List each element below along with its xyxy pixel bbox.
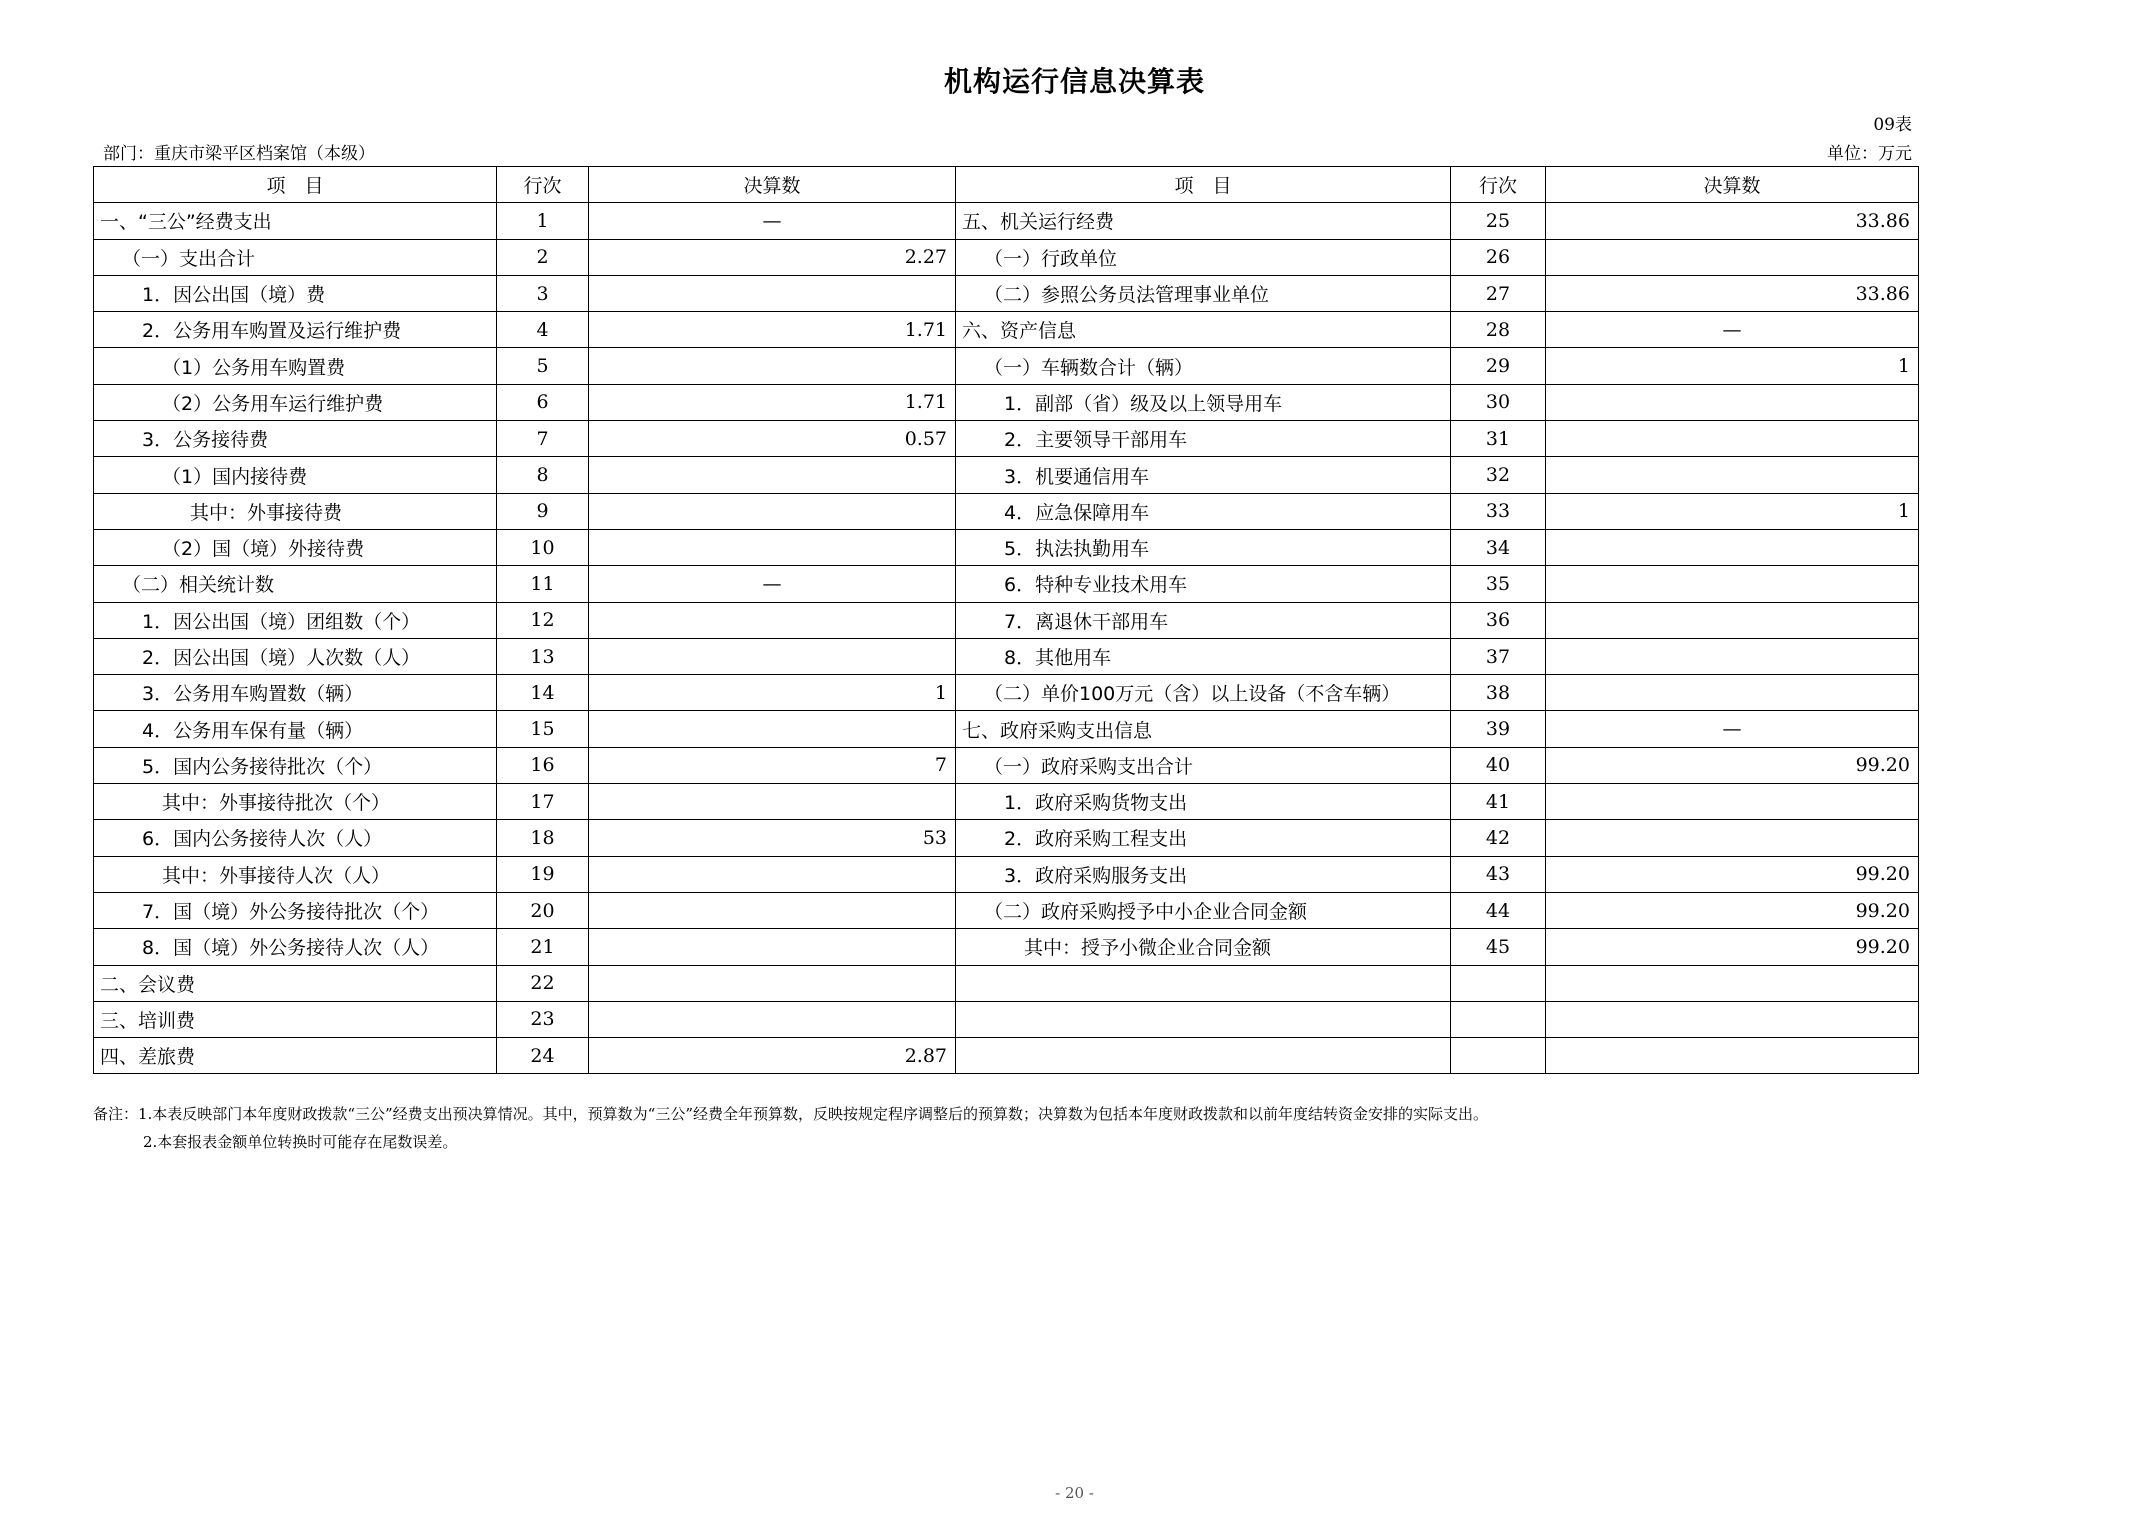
left-amount-cell <box>589 348 956 384</box>
left-item-cell: 4．公务用车保有量（辆） <box>94 711 497 747</box>
right-row-number-cell <box>1451 1038 1546 1074</box>
left-row-number-cell: 22 <box>497 965 589 1001</box>
right-amount-cell: 1 <box>1546 493 1919 529</box>
right-item-cell: 5．执法执勤用车 <box>956 529 1451 565</box>
right-item-cell: 7．离退休干部用车 <box>956 602 1451 638</box>
left-amount-cell: 1.71 <box>589 312 956 348</box>
left-item-cell: 其中：外事接待人次（人） <box>94 856 497 892</box>
table-row <box>94 348 1919 384</box>
left-row-number-cell: 12 <box>497 602 589 638</box>
right-row-number-cell: 38 <box>1451 675 1546 711</box>
left-amount-cell: 2.87 <box>589 1038 956 1074</box>
right-item-cell: （二）参照公务员法管理事业单位 <box>956 275 1451 311</box>
right-item-cell: 五、机关运行经费 <box>956 203 1451 239</box>
right-amount-cell <box>1546 457 1919 493</box>
right-row-number-cell <box>1451 1001 1546 1037</box>
right-row-number-cell: 43 <box>1451 856 1546 892</box>
table-row <box>94 747 1919 783</box>
left-item-cell: （1）国内接待费 <box>94 457 497 493</box>
right-amount-cell <box>1546 529 1919 565</box>
right-row-number-cell: 45 <box>1451 929 1546 965</box>
right-row-number-cell: 29 <box>1451 348 1546 384</box>
left-item-cell: 3．公务接待费 <box>94 421 497 457</box>
left-item-cell: 3．公务用车购置数（辆） <box>94 675 497 711</box>
table-row <box>94 675 1919 711</box>
right-row-number-cell: 41 <box>1451 784 1546 820</box>
right-row-number-cell: 37 <box>1451 638 1546 674</box>
left-row-number-cell: 16 <box>497 747 589 783</box>
left-row-number-cell: 10 <box>497 529 589 565</box>
page-title: 机构运行信息决算表 <box>943 65 1205 98</box>
header-amount-left: 决算数 <box>589 167 956 203</box>
right-item-cell: （一）行政单位 <box>956 239 1451 275</box>
right-row-number-cell: 33 <box>1451 493 1546 529</box>
right-amount-cell: — <box>1546 312 1919 348</box>
left-item-cell: 1．因公出国（境）团组数（个） <box>94 602 497 638</box>
left-amount-cell <box>589 493 956 529</box>
left-item-cell: 5．国内公务接待批次（个） <box>94 747 497 783</box>
left-item-cell: （2）公务用车运行维护费 <box>94 384 497 420</box>
right-row-number-cell: 40 <box>1451 747 1546 783</box>
left-row-number-cell: 11 <box>497 566 589 602</box>
left-item-cell: 7．国（境）外公务接待批次（个） <box>94 892 497 928</box>
right-row-number-cell: 36 <box>1451 602 1546 638</box>
right-item-cell <box>956 1038 1451 1074</box>
right-row-number-cell: 25 <box>1451 203 1546 239</box>
left-amount-cell: 1.71 <box>589 384 956 420</box>
left-row-number-cell: 4 <box>497 312 589 348</box>
left-amount-cell <box>589 602 956 638</box>
note-1: 备注：1.本表反映部门本年度财政拨款“三公”经费支出预决算情况。其中，预算数为“三公”经费全年预算数，反映按规定程序调整后的预算数；决算数为包括本年度财政拨款和以前年度结转资金安排的实际支出。 <box>93 1105 1488 1123</box>
settlement-table <box>93 166 1919 1074</box>
right-item-cell: （一）政府采购支出合计 <box>956 747 1451 783</box>
right-amount-cell: 33.86 <box>1546 275 1919 311</box>
right-row-number-cell <box>1451 965 1546 1001</box>
table-row <box>94 493 1919 529</box>
left-row-number-cell: 13 <box>497 638 589 674</box>
left-amount-cell: 1 <box>589 675 956 711</box>
right-item-cell: 3．机要通信用车 <box>956 457 1451 493</box>
table-header-row <box>94 167 1919 203</box>
table-row <box>94 1001 1919 1037</box>
table-row <box>94 820 1919 856</box>
table-row <box>94 203 1919 239</box>
right-item-cell: 3．政府采购服务支出 <box>956 856 1451 892</box>
right-row-number-cell: 44 <box>1451 892 1546 928</box>
right-row-number-cell: 31 <box>1451 421 1546 457</box>
right-item-cell: （二）政府采购授予中小企业合同金额 <box>956 892 1451 928</box>
right-row-number-cell: 32 <box>1451 457 1546 493</box>
right-amount-cell <box>1546 784 1919 820</box>
left-amount-cell <box>589 1001 956 1037</box>
left-row-number-cell: 1 <box>497 203 589 239</box>
left-row-number-cell: 6 <box>497 384 589 420</box>
table-row <box>94 384 1919 420</box>
left-row-number-cell: 14 <box>497 675 589 711</box>
left-amount-cell <box>589 892 956 928</box>
table-row <box>94 965 1919 1001</box>
right-amount-cell <box>1546 675 1919 711</box>
left-item-cell: （一）支出合计 <box>94 239 497 275</box>
left-amount-cell <box>589 965 956 1001</box>
left-item-cell: 8．国（境）外公务接待人次（人） <box>94 929 497 965</box>
left-amount-cell <box>589 929 956 965</box>
left-item-cell: （1）公务用车购置费 <box>94 348 497 384</box>
left-row-number-cell: 5 <box>497 348 589 384</box>
left-item-cell: 2．公务用车购置及运行维护费 <box>94 312 497 348</box>
left-item-cell: （2）国（境）外接待费 <box>94 529 497 565</box>
left-item-cell: （二）相关统计数 <box>94 566 497 602</box>
left-amount-cell: 53 <box>589 820 956 856</box>
right-amount-cell <box>1546 820 1919 856</box>
right-item-cell: 2．政府采购工程支出 <box>956 820 1451 856</box>
left-amount-cell: — <box>589 203 956 239</box>
unit-label: 单位：万元 <box>1827 144 1912 164</box>
right-item-cell: 1．副部（省）级及以上领导用车 <box>956 384 1451 420</box>
right-amount-cell: 99.20 <box>1546 892 1919 928</box>
right-amount-cell: — <box>1546 711 1919 747</box>
right-amount-cell <box>1546 602 1919 638</box>
table-number: 09表 <box>1873 115 1912 135</box>
header-item-left: 项 目 <box>94 167 497 203</box>
right-item-cell: 六、资产信息 <box>956 312 1451 348</box>
table-row <box>94 421 1919 457</box>
left-row-number-cell: 15 <box>497 711 589 747</box>
left-amount-cell <box>589 275 956 311</box>
left-amount-cell: 2.27 <box>589 239 956 275</box>
left-row-number-cell: 19 <box>497 856 589 892</box>
right-row-number-cell: 35 <box>1451 566 1546 602</box>
left-amount-cell: — <box>589 566 956 602</box>
right-amount-cell <box>1546 239 1919 275</box>
right-amount-cell <box>1546 384 1919 420</box>
right-amount-cell: 99.20 <box>1546 929 1919 965</box>
left-item-cell: 二、会议费 <box>94 965 497 1001</box>
table-row <box>94 784 1919 820</box>
page-number: - 20 - <box>1055 1484 1094 1502</box>
header-item-right: 项 目 <box>956 167 1451 203</box>
left-amount-cell <box>589 457 956 493</box>
right-item-cell <box>956 965 1451 1001</box>
table-row <box>94 275 1919 311</box>
left-item-cell: 三、培训费 <box>94 1001 497 1037</box>
table-row <box>94 1038 1919 1074</box>
right-row-number-cell: 34 <box>1451 529 1546 565</box>
right-amount-cell <box>1546 965 1919 1001</box>
right-item-cell: 其中：授予小微企业合同金额 <box>956 929 1451 965</box>
right-row-number-cell: 39 <box>1451 711 1546 747</box>
header-amount-right: 决算数 <box>1546 167 1919 203</box>
left-amount-cell <box>589 638 956 674</box>
right-item-cell: （一）车辆数合计（辆） <box>956 348 1451 384</box>
right-row-number-cell: 28 <box>1451 312 1546 348</box>
table-row <box>94 602 1919 638</box>
note-2: 2.本套报表金额单位转换时可能存在尾数误差。 <box>143 1133 458 1151</box>
left-row-number-cell: 20 <box>497 892 589 928</box>
left-amount-cell: 0.57 <box>589 421 956 457</box>
right-row-number-cell: 26 <box>1451 239 1546 275</box>
left-row-number-cell: 23 <box>497 1001 589 1037</box>
right-item-cell: 8．其他用车 <box>956 638 1451 674</box>
table-row <box>94 457 1919 493</box>
right-amount-cell <box>1546 1038 1919 1074</box>
right-amount-cell <box>1546 566 1919 602</box>
right-row-number-cell: 30 <box>1451 384 1546 420</box>
right-amount-cell <box>1546 421 1919 457</box>
table-row <box>94 892 1919 928</box>
table-row <box>94 929 1919 965</box>
left-amount-cell <box>589 529 956 565</box>
right-amount-cell <box>1546 638 1919 674</box>
right-amount-cell: 33.86 <box>1546 203 1919 239</box>
header-row-left: 行次 <box>497 167 589 203</box>
right-row-number-cell: 27 <box>1451 275 1546 311</box>
right-amount-cell <box>1546 1001 1919 1037</box>
left-row-number-cell: 9 <box>497 493 589 529</box>
table-row <box>94 239 1919 275</box>
left-amount-cell: 7 <box>589 747 956 783</box>
left-amount-cell <box>589 856 956 892</box>
left-row-number-cell: 17 <box>497 784 589 820</box>
right-item-cell: （二）单价100万元（含）以上设备（不含车辆） <box>956 675 1451 711</box>
table-row <box>94 566 1919 602</box>
table-row <box>94 312 1919 348</box>
right-item-cell <box>956 1001 1451 1037</box>
left-item-cell: 6．国内公务接待人次（人） <box>94 820 497 856</box>
left-row-number-cell: 24 <box>497 1038 589 1074</box>
right-amount-cell: 99.20 <box>1546 747 1919 783</box>
right-amount-cell: 99.20 <box>1546 856 1919 892</box>
right-row-number-cell: 42 <box>1451 820 1546 856</box>
right-item-cell: 2．主要领导干部用车 <box>956 421 1451 457</box>
left-amount-cell <box>589 711 956 747</box>
header-row-right: 行次 <box>1451 167 1546 203</box>
left-row-number-cell: 7 <box>497 421 589 457</box>
table-row <box>94 638 1919 674</box>
left-row-number-cell: 3 <box>497 275 589 311</box>
right-item-cell: 6．特种专业技术用车 <box>956 566 1451 602</box>
table-body <box>94 203 1919 1074</box>
table-row <box>94 529 1919 565</box>
left-item-cell: 四、差旅费 <box>94 1038 497 1074</box>
left-row-number-cell: 2 <box>497 239 589 275</box>
right-item-cell: 七、政府采购支出信息 <box>956 711 1451 747</box>
table-row <box>94 856 1919 892</box>
right-amount-cell: 1 <box>1546 348 1919 384</box>
notes <box>93 1100 1488 1156</box>
left-item-cell: 其中：外事接待费 <box>94 493 497 529</box>
table-row <box>94 711 1919 747</box>
left-row-number-cell: 18 <box>497 820 589 856</box>
right-item-cell: 4．应急保障用车 <box>956 493 1451 529</box>
left-item-cell: 2．因公出国（境）人次数（人） <box>94 638 497 674</box>
left-item-cell: 1．因公出国（境）费 <box>94 275 497 311</box>
left-row-number-cell: 8 <box>497 457 589 493</box>
left-row-number-cell: 21 <box>497 929 589 965</box>
left-amount-cell <box>589 784 956 820</box>
left-item-cell: 其中：外事接待批次（个） <box>94 784 497 820</box>
right-item-cell: 1．政府采购货物支出 <box>956 784 1451 820</box>
department-label: 部门：重庆市梁平区档案馆（本级） <box>103 144 375 164</box>
left-item-cell: 一、“三公”经费支出 <box>94 203 497 239</box>
